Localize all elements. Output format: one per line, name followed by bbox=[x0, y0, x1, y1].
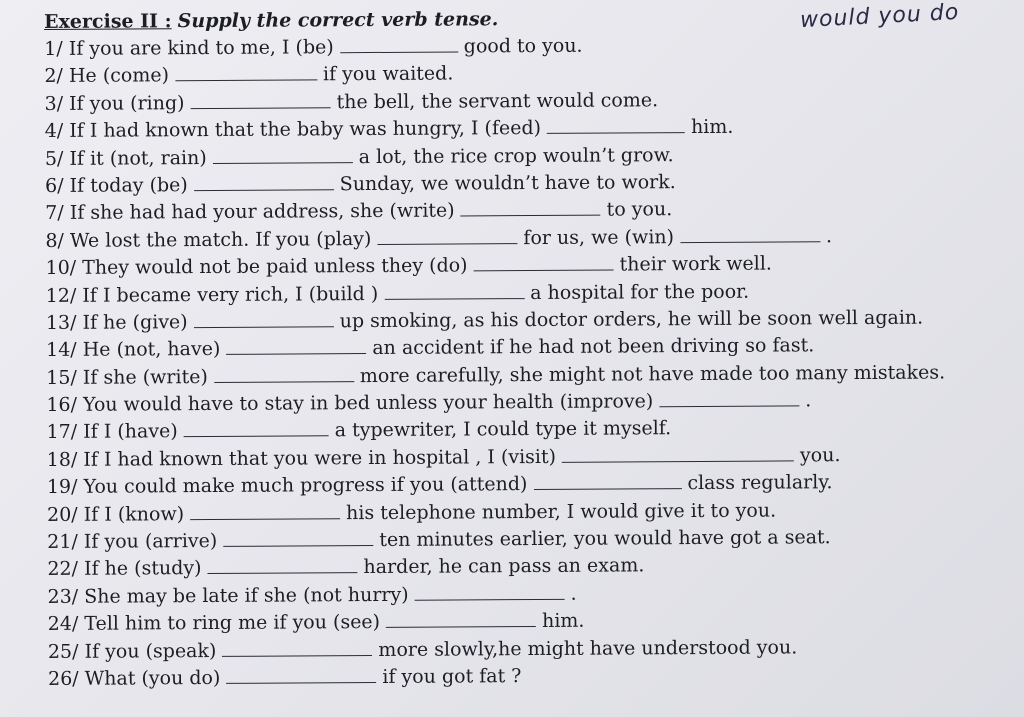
answer-blank[interactable] bbox=[386, 609, 536, 628]
question-prompt: 20/ If I (know) bbox=[47, 502, 185, 526]
question-continuation: good to you. bbox=[463, 34, 583, 58]
question-prompt: 4/ If I had known that the baby was hungry, I (feed) bbox=[44, 117, 542, 143]
answer-blank[interactable] bbox=[194, 172, 334, 191]
question-continuation: ten minutes earlier, you would have got a seat. bbox=[379, 526, 831, 551]
question-prompt: 24/ Tell him to ring me if you (see) bbox=[47, 611, 381, 636]
answer-blank[interactable] bbox=[175, 63, 317, 82]
question-continuation: a hospital for the poor. bbox=[530, 280, 750, 304]
question-continuation: class regularly. bbox=[687, 471, 833, 495]
exercise-label: Exercise II : bbox=[44, 10, 172, 33]
answer-blank[interactable] bbox=[207, 556, 357, 575]
question-continuation: more slowly,he might have understood you. bbox=[378, 636, 798, 661]
question-continuation: if you waited. bbox=[322, 62, 454, 86]
question-prompt: 3/ If you (ring) bbox=[44, 91, 185, 115]
answer-blank[interactable] bbox=[562, 443, 794, 462]
question-continuation: for us, we (win) bbox=[523, 225, 675, 249]
answer-blank[interactable] bbox=[384, 281, 524, 300]
question-continuation: their work well. bbox=[619, 252, 772, 276]
answer-blank[interactable] bbox=[226, 665, 376, 684]
answer-blank[interactable] bbox=[190, 501, 340, 520]
handwritten-note: would you do bbox=[799, 0, 960, 34]
answer-blank[interactable] bbox=[223, 528, 373, 547]
question-prompt: 14/ He (not, have) bbox=[46, 338, 221, 362]
question-prompt: 5/ If it (not, rain) bbox=[44, 146, 207, 170]
question-continuation: a typewriter, I could type it myself. bbox=[334, 417, 672, 442]
question-continuation: up smoking, as his doctor orders, he will be soon well again. bbox=[339, 306, 924, 333]
question-prompt: 6/ If today (be) bbox=[45, 174, 188, 197]
question-prompt: 15/ If she (write) bbox=[46, 365, 208, 389]
question-prompt: 21/ If you (arrive) bbox=[47, 529, 218, 554]
question-continuation: more carefully, she might not have made too many mistakes. bbox=[359, 361, 946, 387]
answer-blank[interactable] bbox=[213, 145, 353, 164]
answer-blank[interactable] bbox=[680, 224, 820, 243]
answer-blank[interactable] bbox=[194, 309, 334, 328]
exercise-sheet bbox=[44, 2, 1023, 693]
question-prompt: 8/ We lost the match. If you (play) bbox=[45, 227, 372, 252]
question-continuation: the bell, the servant would come. bbox=[336, 89, 659, 113]
answer-blank[interactable] bbox=[340, 34, 458, 53]
answer-blank[interactable] bbox=[226, 336, 366, 355]
question-prompt: 22/ If he (study) bbox=[47, 557, 202, 581]
answer-blank[interactable] bbox=[377, 226, 517, 245]
question-prompt: 23/ She may be late if she (not hurry) bbox=[47, 583, 409, 608]
question-prompt: 13/ If he (give) bbox=[45, 311, 188, 334]
answer-blank[interactable] bbox=[222, 638, 372, 657]
answer-blank[interactable] bbox=[547, 115, 685, 134]
exercise-instruction: Supply the correct verb tense. bbox=[177, 8, 499, 33]
question-continuation: him. bbox=[541, 609, 585, 633]
question-prompt: 16/ You would have to stay in bed unless your health (improve) bbox=[46, 390, 654, 417]
question-continuation: him. bbox=[690, 115, 734, 139]
question-prompt: 26/ What (you do) bbox=[48, 666, 221, 690]
question-continuation: . bbox=[825, 224, 833, 247]
answer-blank[interactable] bbox=[214, 364, 354, 383]
question-list bbox=[44, 30, 1023, 693]
answer-blank[interactable] bbox=[415, 582, 565, 601]
question-line bbox=[48, 660, 1023, 693]
question-prompt: 2/ He (come) bbox=[44, 64, 170, 88]
question-continuation: Sunday, we wouldn’t have to work. bbox=[339, 171, 676, 196]
question-prompt: 19/ You could make much progress if you (attend) bbox=[46, 473, 528, 499]
answer-blank[interactable] bbox=[533, 471, 681, 490]
question-continuation: to you. bbox=[606, 198, 673, 221]
answer-blank[interactable] bbox=[473, 253, 613, 272]
question-continuation: you. bbox=[799, 444, 841, 467]
question-continuation: his telephone number, I would give it to you. bbox=[346, 499, 777, 524]
question-continuation: if you got fat ? bbox=[382, 665, 522, 688]
question-continuation: an accident if he had not been driving so fast. bbox=[372, 334, 815, 360]
question-continuation: a lot, the rice crop wouln’t grow. bbox=[358, 143, 674, 168]
question-prompt: 10/ They would not be paid unless they (do) bbox=[45, 254, 468, 280]
question-continuation: . bbox=[570, 582, 577, 605]
answer-blank[interactable] bbox=[659, 388, 799, 407]
question-prompt: 1/ If you are kind to me, I (be) bbox=[44, 36, 334, 60]
question-continuation: harder, he can pass an exam. bbox=[363, 554, 645, 579]
question-continuation: . bbox=[805, 389, 812, 412]
answer-blank[interactable] bbox=[190, 90, 330, 109]
question-prompt: 12/ If I became very rich, I (build ) bbox=[45, 282, 379, 307]
question-prompt: 17/ If I (have) bbox=[46, 420, 178, 444]
answer-blank[interactable] bbox=[461, 198, 601, 217]
question-prompt: 7/ If she had had your address, she (write) bbox=[45, 199, 455, 225]
answer-blank[interactable] bbox=[184, 419, 329, 438]
question-prompt: 25/ If you (speak) bbox=[47, 639, 217, 663]
question-prompt: 18/ If I had known that you were in hospital , I (visit) bbox=[46, 445, 557, 471]
